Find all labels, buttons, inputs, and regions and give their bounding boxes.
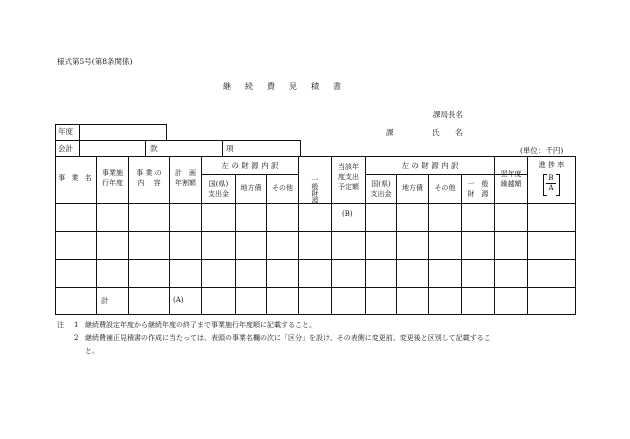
col-nat-pref2-1: 国(県) (371, 180, 391, 188)
account-field[interactable] (82, 142, 144, 156)
note1-number: 1 (74, 321, 79, 329)
note2-number: 2 (74, 334, 79, 342)
col-progress: 進 捗 率 (538, 161, 565, 169)
col-nat-pref2-2: 支出金 (370, 190, 392, 198)
col-other-2: その他 (434, 184, 456, 192)
col-nat-pref-1: 国(県) (208, 180, 229, 188)
col-current-2: 度支出 (338, 173, 359, 181)
col-content-2: 内 容 (137, 179, 161, 187)
col-other: その他 (272, 184, 293, 192)
col-general-1: 一 (311, 176, 319, 184)
kan-label: 款 (150, 144, 158, 153)
kan-field[interactable] (162, 142, 221, 156)
bracket-right-icon (556, 174, 560, 196)
col-carry-2: 繰越額 (500, 180, 522, 188)
col-funding-group-2: 左 の 財 源 内 訳 (401, 161, 459, 170)
name-label: 氏 名 (432, 128, 467, 137)
col-current-1: 当該年 (338, 163, 359, 171)
kou-label: 項 (226, 144, 234, 153)
col-general-4: 源 (311, 197, 319, 205)
note-1: 継続費設定年度から継続年度の終了まで事業施行年度順に記載すること。 (85, 321, 316, 329)
col-start-year-2: 行年度 (102, 179, 123, 187)
page-title: 継続費見積書 (223, 82, 355, 91)
col-carry-1: 翌年度 (500, 170, 522, 178)
col-content-1: 事 業 の (136, 169, 162, 177)
col-nat-pref-2: 支出金 (208, 190, 229, 198)
note-2-line-1: 継続費補正見積書の作成に当たっては、表頭の事業名欄の次に「区分」を設け、その表側に変更前、変更後と区別して記載するこ (85, 334, 491, 342)
b-marker: (B) (342, 210, 353, 218)
col-plan-1: 計 画 (175, 169, 196, 177)
department-head-label: 課局長名 (433, 110, 463, 119)
col-general-3: 財 (311, 190, 319, 198)
fiscal-year-label: 年度 (58, 127, 73, 136)
fiscal-year-field[interactable] (82, 126, 164, 139)
col-local-bond: 地方債 (240, 184, 262, 192)
col-current-3: 予定額 (338, 183, 359, 191)
kou-field[interactable] (238, 142, 299, 156)
account-label: 会計 (58, 144, 73, 153)
col-general2-2: 財 源 (467, 190, 489, 198)
col-funding-group: 左 の 財 源 内 訳 (221, 161, 279, 170)
section-label: 課 (386, 128, 394, 137)
progress-numerator: B (548, 174, 554, 182)
col-general2-1: 一 般 (467, 180, 489, 188)
col-general-2: 般 (311, 183, 319, 191)
progress-denominator: A (548, 184, 554, 192)
total-label: 計 (101, 296, 109, 305)
form-number: 様式第5号(第8条関係) (57, 57, 133, 66)
a-marker: (A) (173, 296, 184, 304)
note-label: 注 (57, 321, 64, 329)
bracket-left-icon (543, 174, 547, 196)
note-2-line-2: と。 (85, 347, 99, 355)
unit-label: (単位：千円) (520, 146, 564, 155)
col-start-year-1: 事業施 (102, 169, 123, 177)
col-local-bond-2: 地方債 (402, 184, 423, 192)
col-plan-2: 年割額 (175, 179, 196, 187)
col-project-name: 事 業 名 (58, 174, 94, 182)
